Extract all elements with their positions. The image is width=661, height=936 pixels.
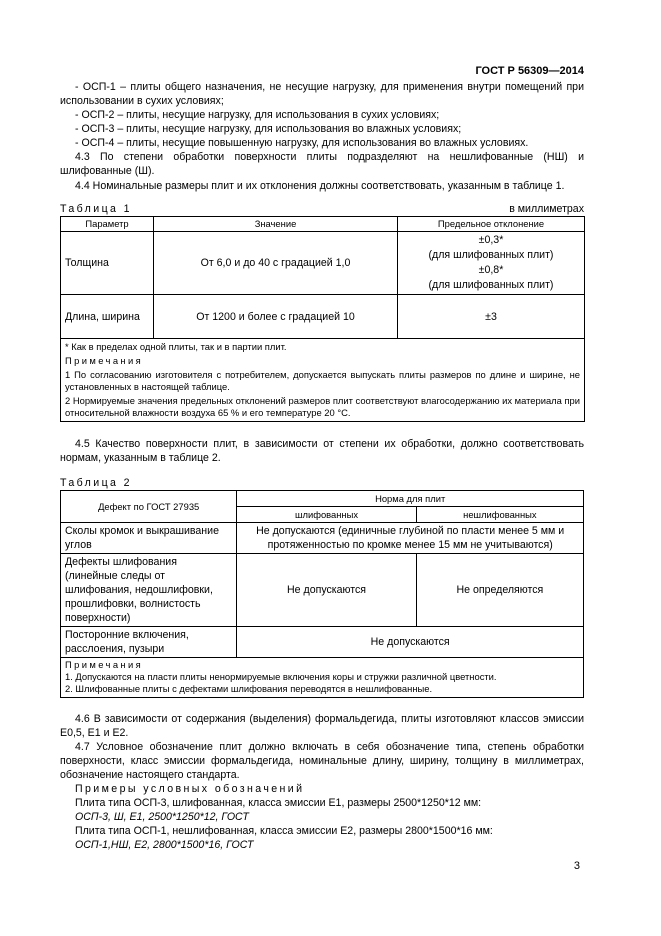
- table1-header-value: Значение: [154, 217, 398, 232]
- paragraph-4-5: 4.5 Качество поверхности плит, в зависимости от степени их обработки, должно соответствовать нормам, указанным в таблице 2.: [60, 438, 584, 464]
- list-item: - ОСП-3 – плиты, несущие нагрузку, для использования во влажных условиях;: [75, 123, 462, 135]
- table1-cell-value: От 6,0 и до 40 с градацией 1,0: [154, 232, 398, 295]
- table1-cell-param: Толщина: [61, 232, 154, 295]
- table2-header-sanded: шлифованных: [237, 507, 416, 523]
- table2-cell-defect: Дефекты шлифования (линейные следы от шлифования, недошлифовки, прошлифовки, волнистость поверхности): [61, 554, 237, 627]
- example-text: Плита типа ОСП-3, шлифованная, класса эмиссии Е1, размеры 2500*1250*12 мм:: [75, 797, 482, 809]
- table2-cell-unsanded: Не определяются: [416, 554, 583, 627]
- table1: [60, 216, 585, 422]
- table1-footnote: * Как в пределах одной плиты, так и в партии плит.: [65, 341, 287, 352]
- table2-note: 2. Шлифованные плиты с дефектами шлифования переводятся в нешлифованные.: [65, 683, 433, 694]
- table1-cell-value: От 1200 и более с градацией 10: [154, 295, 398, 339]
- table2-header-defect: Дефект по ГОСТ 27935: [61, 491, 237, 523]
- page-body: [60, 80, 584, 852]
- table2-cell-defect: Посторонние включения, расслоения, пузыри: [61, 627, 237, 658]
- table1-cell-dev: [398, 232, 585, 295]
- table2-cell-merged: Не допускаются (единичные глубиной по пласти менее 5 мм и протяженностью по кромке менее 15 мм не учитываются): [237, 523, 584, 554]
- paragraph-4-6: 4.6 В зависимости от содержания (выделения) формальдегида, плиты изготовляют классов эмиссии Е0,5, Е1 и Е2.: [60, 713, 584, 739]
- examples-title: Примеры условных обозначений: [75, 783, 305, 795]
- table1-header-param: Параметр: [61, 217, 154, 232]
- paragraph-4-3: 4.3 По степени обработки поверхности плиты подразделяют на нешлифованные (НШ) и шлифованные (Ш).: [60, 151, 584, 177]
- table1-note: 2 Нормируемые значения предельных отклонений размеров плит соответствуют влагосодержанию их материала при относительной влажности воздуха 65 % и его температуре 20 °С.: [65, 395, 580, 418]
- table2-caption: Таблица 2: [60, 477, 132, 489]
- dev-line: (для шлифованных плит): [428, 249, 554, 261]
- paragraph-4-4: 4.4 Номинальные размеры плит и их отклонения должны соответствовать, указанным в таблице 1.: [75, 180, 565, 192]
- table2-cell-sanded: Не допускаются: [237, 554, 416, 627]
- standard-header: ГОСТ Р 56309—2014: [475, 65, 584, 77]
- dev-line: ±0,3*: [478, 234, 504, 246]
- list-item: - ОСП-4 – плиты, несущие повышенную нагрузку, для использования во влажных условиях.: [75, 137, 529, 149]
- table1-units: в миллиметрах: [509, 203, 584, 215]
- paragraph-4-7: 4.7 Условное обозначение плит должно включать в себя обозначение типа, степень обработки поверхности, класс эмиссии формальдегида, номинальные длину, ширину, толщину в миллиметрах, обозначение настоящего стандарта.: [60, 741, 584, 781]
- table1-cell-dev: ±3: [398, 295, 585, 339]
- table1-header-dev: Предельное отклонение: [398, 217, 585, 232]
- list-item: - ОСП-1 – плиты общего назначения, не несущие нагрузку, для применения внутри помещений при использовании в сухих условиях;: [60, 81, 584, 107]
- example-code: ОСП-1,НШ, Е2, 2800*1500*16, ГОСТ: [75, 839, 254, 851]
- dev-line: ±0,8*: [478, 264, 504, 276]
- page-number: 3: [573, 860, 580, 872]
- list-item: - ОСП-2 – плиты, несущие нагрузку, для использования в сухих условиях;: [75, 109, 440, 121]
- table2-cell-merged: Не допускаются: [237, 627, 584, 658]
- table2-notes-title: Примечания: [65, 659, 144, 670]
- table2-header-unsanded: нешлифованных: [416, 507, 583, 523]
- table2-note: 1. Допускаются на пласти плиты ненормируемые включения коры и стружки различной цветности.: [65, 671, 497, 682]
- table1-note: 1 По согласованию изготовителя с потребителем, допускается выпускать плиты размеров по длине и ширине, не установленных в настоящей таблице.: [65, 369, 580, 392]
- table2-header-norm: Норма для плит: [237, 491, 584, 507]
- table2-notes-cell: [61, 658, 584, 698]
- table1-caption-row: [60, 202, 584, 216]
- table1-caption: Таблица 1: [60, 203, 132, 215]
- dev-line: (для шлифованных плит): [428, 279, 554, 291]
- table1-notes-title: Примечания: [65, 355, 144, 366]
- table1-cell-param: Длина, ширина: [61, 295, 154, 339]
- table1-notes-cell: [61, 339, 585, 422]
- table2-cell-defect: Сколы кромок и выкрашивание углов: [61, 523, 237, 554]
- example-code: ОСП-3, Ш, Е1, 2500*1250*12, ГОСТ: [75, 811, 249, 823]
- example-text: Плита типа ОСП-1, нешлифованная, класса эмиссии Е2, размеры 2800*1500*16 мм:: [75, 825, 493, 837]
- table2: [60, 490, 584, 698]
